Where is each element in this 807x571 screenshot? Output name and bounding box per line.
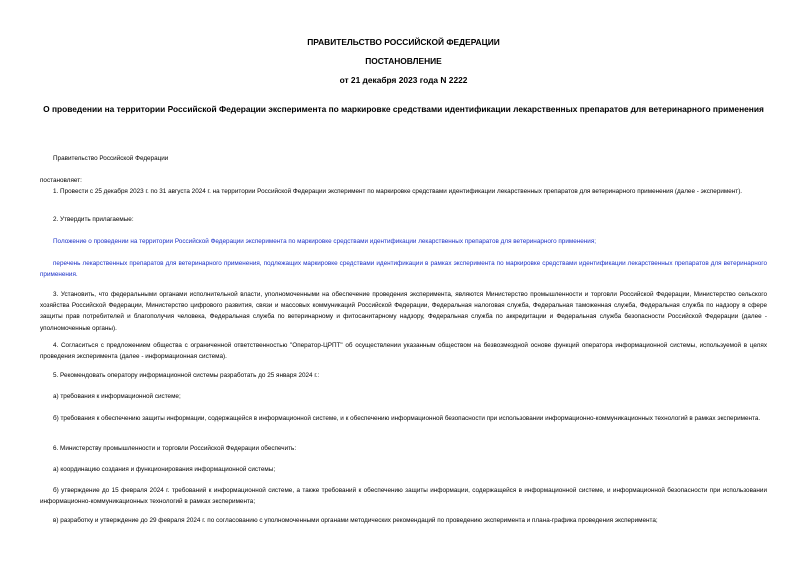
paragraph-6b: б) утверждение до 15 февраля 2024 г. требований к информационной системе, а также требований к обеспечению защиты информации, содержащейся в информационной системе, и информационной безопасности при использовании информационно-коммуникационных технологий в рамках эксперимента; bbox=[40, 487, 767, 506]
document-title: О проведении на территории Российской Федерации эксперимента по маркировке средствами идентификации лекарственных препаратов для ветеринарного применения bbox=[43, 104, 764, 114]
paragraph-6c: в) разработку и утверждение до 29 февраля 2024 г. по согласованию с уполномоченными органами методических рекомендаций по проведению эксперимента и плана-графика проведения эксперимента; bbox=[53, 517, 658, 524]
paragraph-4: 4. Согласиться с предложением общества с ограниченной ответственностью "Оператор-ЦРПТ" об осуществлении указанным обществом на безвозмездной основе функций оператора информационной системы, используемой в целях проведения эксперимента (далее - информационная система). bbox=[40, 342, 767, 361]
drug-list-link[interactable]: перечень лекарственных препаратов для ветеринарного применения, подлежащих маркировке средствами идентификации в рамках эксперимента по маркировке средствами идентификации лекарственных препаратов для ветеринарного применения. bbox=[40, 260, 767, 279]
paragraph-1: 1. Провести с 25 декабря 2023 г. по 31 августа 2024 г. на территории Российской Федерации эксперимент по маркировке средствами идентификации лекарственных препаратов для ветеринарного применения (далее - эксперимент). bbox=[53, 188, 743, 195]
government-heading: ПРАВИТЕЛЬСТВО РОССИЙСКОЙ ФЕДЕРАЦИИ bbox=[307, 37, 500, 47]
date-number-heading: от 21 декабря 2023 года N 2222 bbox=[339, 75, 468, 85]
paragraph-6a: а) координацию создания и функционирования информационной системы; bbox=[53, 466, 276, 473]
paragraph-2: 2. Утвердить прилагаемые: bbox=[53, 216, 134, 223]
paragraph-3: 3. Установить, что федеральными органами исполнительной власти, уполномоченными на обеспечение проведения эксперимента, являются Министерство промышленности и торговли Российской Федерации, Министерство сельского хозяйства Российской Федерации, Министерство цифрового развития, связи и массовых коммуникаций Российской Федерации, Федеральная налоговая служба, Федеральная таможенная служба, Федеральная служба по надзору в сфере защиты прав потребителей и благополучия человека, Федеральная служба по ветеринарному и фитосанитарному надзору, Федеральная служба по аккредитации и Федеральная служба безопасности Российской Федерации (далее - уполномоченные органы). bbox=[40, 291, 767, 332]
paragraph-5a: а) требования к информационной системе; bbox=[53, 393, 181, 400]
decrees-word: постановляет: bbox=[40, 177, 82, 184]
paragraph-5: 5. Рекомендовать оператору информационной системы разработать до 25 января 2024 г.: bbox=[53, 372, 320, 379]
paragraph-6: 6. Министерству промышленности и торговли Российской Федерации обеспечить: bbox=[53, 445, 297, 452]
paragraph-5b: б) требования к обеспечению защиты информации, содержащейся в информационной системе, и к обеспечению информационной безопасности при использовании информационно-коммуникационных технологий в рамках эксперимента. bbox=[53, 415, 761, 422]
regulation-link[interactable]: Положение о проведении на территории Российской Федерации эксперимента по маркировке средствами идентификации лекарственных препаратов для ветеринарного применения; bbox=[53, 238, 597, 245]
document-type-heading: ПОСТАНОВЛЕНИЕ bbox=[365, 56, 442, 66]
preamble: Правительство Российской Федерации bbox=[53, 155, 169, 162]
